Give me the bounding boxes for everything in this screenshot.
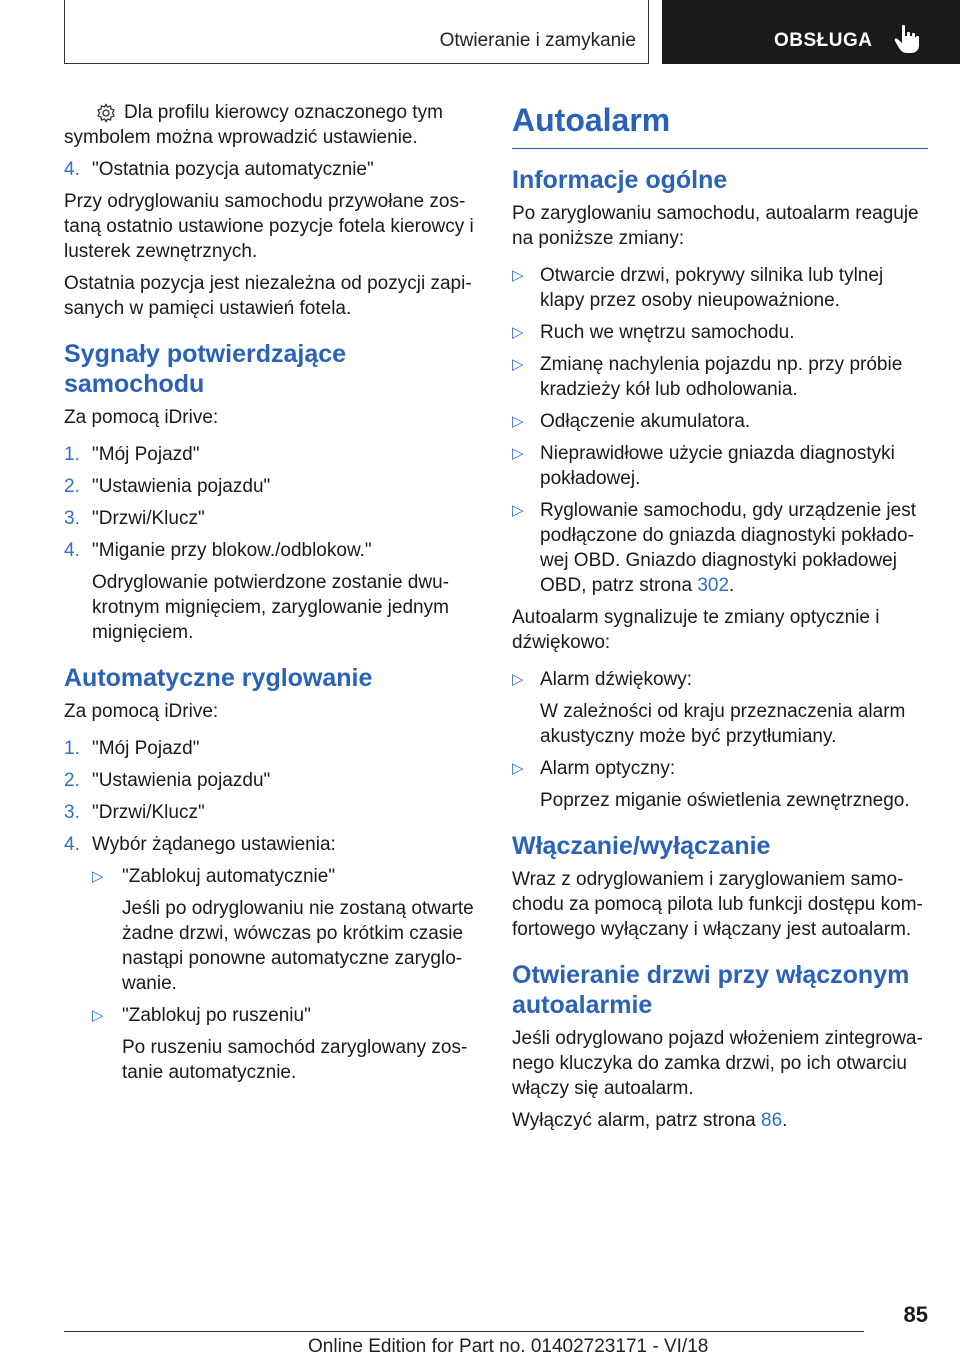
header-box [64,0,649,64]
list-item [512,756,928,781]
list-text: "Drzwi/Klucz" [92,508,205,529]
heading-rule [512,148,928,149]
list-item [64,800,480,825]
paragraph: Autoalarm sygnalizuje te zmiany optycznie i dźwiękowo: [512,607,880,653]
list-text: Zmianę nachylenia pojazdu np. przy próbie kradzieży kół lub odholowania. [540,354,903,400]
page-number: 85 [903,1302,928,1327]
list-item [512,320,928,345]
list-number: 4. [64,540,80,561]
list-text: "Drzwi/Klucz" [92,802,205,823]
triangle-bullet-icon: ▷ [92,868,104,885]
chapter-tab [662,0,960,64]
heading-auto-lock: Automatyczne ryglowanie [64,664,373,692]
footer-edition: Online Edition for Part no. 01402723171 - VI/18 [308,1336,709,1357]
triangle-bullet-icon: ▷ [512,356,524,373]
option-desc: Jeśli po odryglowaniu nie zostaną otwarte żadne drzwi, wówczas po krótkim czasie nastąpi ponowne automatyczne zaryglo- wanie. [122,898,474,994]
list-item [64,157,480,182]
list-item [512,498,928,598]
triangle-bullet-icon: ▷ [512,413,524,430]
list-item [64,832,480,857]
option-item [64,1003,480,1028]
list-item [64,474,480,499]
heading-signals: Sygnały potwierdzające samochodu [64,340,347,398]
list-item [64,538,480,563]
list-item [64,442,480,467]
list-number: 3. [64,508,80,529]
list-text: Otwarcie drzwi, pokrywy silnika lub tylnej klapy przez osoby nieupoważnione. [540,265,884,311]
chapter-tab-label: OBSŁUGA [774,30,873,51]
list-text: Nieprawidłowe użycie gniazda diagnostyki pokładowej. [540,443,895,489]
option-label: "Zablokuj po ruszeniu" [122,1005,311,1026]
list-number: 2. [64,476,80,497]
triangle-bullet-icon: ▷ [512,267,524,284]
list-text: Wybór żądanego ustawienia: [92,834,336,855]
list-text: Ruch we wnętrzu samochodu. [540,322,795,343]
list-number: 2. [64,770,80,791]
list-item [64,506,480,531]
list-item [512,352,928,402]
list-note: Poprzez miganie oświetlenia zewnętrznego. [540,790,910,811]
list-text: Alarm dźwiękowy: [540,669,693,690]
list-text: "Mój Pojazd" [92,444,200,465]
paragraph-text: Wyłączyć alarm, patrz strona [512,1110,762,1131]
paragraph: Przy odryglowaniu samochodu przywołane zos- taną ostatnio ustawione pozycje fotela kierowcy i lusterek zewnętrznych. [64,191,474,262]
list-item [512,263,928,313]
paragraph: Ostatnia pozycja jest niezależna od pozycji zapi- sanych w pamięci ustawień fotela. [64,273,472,319]
list-text: Ryglowanie samochodu, gdy urządzenie jest podłączone do gniazda diagnostyki pokłado- wej OBD. Gniazdo diagnostyki pokładowej OBD, patrz strona [540,500,916,596]
list-text-end: . [729,575,735,596]
paragraph: Wraz z odryglowaniem i zaryglowaniem samo- chodu za pomocą pilota lub funkcji dostępu kom- fortowego wyłączany i włączany jest autoalarm. [512,869,923,940]
option-desc: Po ruszeniu samochód zaryglowany zos- tanie automatycznie. [122,1037,468,1083]
list-text: "Ustawienia pojazdu" [92,770,271,791]
list-item [64,736,480,761]
paragraph [512,1108,928,1133]
list-note: W zależności od kraju przeznaczenia alarm akustyczny może być przytłumiany. [540,701,906,747]
option-label: "Zablokuj automatycznie" [122,866,336,887]
heading-on-off: Włączanie/wyłączanie [512,832,771,860]
paragraph-text-end: . [782,1110,788,1131]
list-text: Odłączenie akumulatora. [540,411,751,432]
paragraph: Jeśli odryglowano pojazd włożeniem zintegrowa- nego kluczyka do zamka drzwi, po ich otwarciu włączy się autoalarm. [512,1028,923,1099]
heading-general: Informacje ogólne [512,166,728,194]
list-number: 4. [64,159,80,180]
list-text: "Ostatnia pozycja automatycznie" [92,159,374,180]
list-text: Alarm optyczny: [540,758,676,779]
list-note: Odryglowanie potwierdzone zostanie dwu- krotnym mignięciem, zaryglowanie jednym mignięciem. [92,572,449,643]
right-column [512,100,928,1140]
profile-note-text: Dla profilu kierowcy oznaczonego tym symbolem można wprowadzić ustawienie. [64,102,443,148]
triangle-bullet-icon: ▷ [512,445,524,462]
triangle-bullet-icon: ▷ [92,1007,104,1024]
section-title: Otwieranie i zamykanie [439,30,636,51]
list-item [64,768,480,793]
footer-rule [64,1331,864,1332]
list-item [512,441,928,491]
paragraph: Po zaryglowaniu samochodu, autoalarm reaguje na poniższe zmiany: [512,203,919,249]
option-item [64,864,480,889]
gear-icon [96,103,116,123]
hand-pointer-icon [894,24,920,54]
page-link-86[interactable]: 86 [761,1110,783,1131]
list-number: 4. [64,834,80,855]
profile-note [64,100,480,150]
triangle-bullet-icon: ▷ [512,760,524,777]
list-item [512,409,928,434]
paragraph: Za pomocą iDrive: [64,701,219,722]
left-column [64,100,480,1092]
list-text: "Mój Pojazd" [92,738,200,759]
list-text: "Miganie przy blokow./odblokow." [92,540,372,561]
list-number: 1. [64,738,80,759]
list-number: 3. [64,802,80,823]
list-number: 1. [64,444,80,465]
paragraph: Za pomocą iDrive: [64,407,219,428]
triangle-bullet-icon: ▷ [512,502,524,519]
triangle-bullet-icon: ▷ [512,671,524,688]
triangle-bullet-icon: ▷ [512,324,524,341]
page-link-302[interactable]: 302 [697,575,730,596]
list-text: "Ustawienia pojazdu" [92,476,271,497]
list-item [512,667,928,692]
heading-alarm: Autoalarm [512,102,671,138]
heading-doors: Otwieranie drzwi przy włączonym autoalarmie [512,961,910,1019]
